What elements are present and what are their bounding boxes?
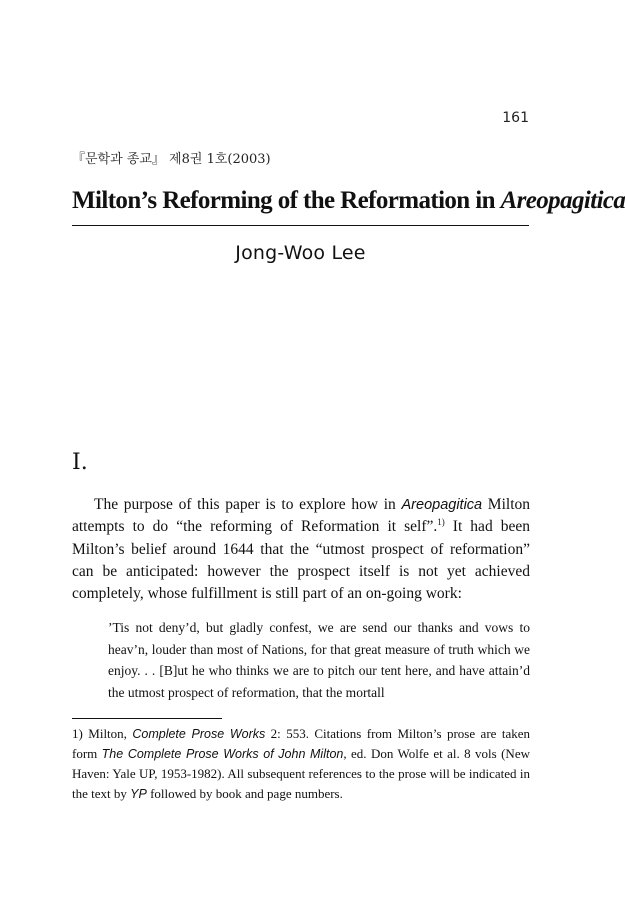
title-rule <box>72 225 529 226</box>
paragraph-text-1: The purpose of this paper is to explore how in <box>94 496 396 513</box>
paragraph-text-2: Milton attempts to do “the reforming of Reformation it self”. <box>72 496 531 536</box>
footnote-text-1: Milton, <box>82 726 133 741</box>
footnote-italic-1: Complete Prose Works <box>132 727 266 741</box>
page-number: 161 <box>502 110 529 126</box>
footnote-text-4: followed by book and page numbers. <box>146 786 343 801</box>
footnote-text-3: , ed. Don Wolfe et al. 8 vols (New Haven: Yale UP, 1953-1982). All subsequent references to the prose will be indicated in the text by <box>72 746 530 801</box>
footnote-reference[interactable]: 1) <box>437 517 445 528</box>
section-heading: I. <box>72 450 88 475</box>
article-title-main: Milton’s Reforming of the Reformation in <box>72 187 495 214</box>
footnote-italic-2: The Complete Prose Works of John Milton <box>101 747 344 761</box>
footnote-rule <box>72 718 222 719</box>
journal-citation: 『문학과 종교』 제8권 1호(2003) <box>72 152 271 167</box>
paragraph-text-3: It had been Milton’s belief around 1644 that the “utmost prospect of reformation” can be anticipated: however the prospect itself is not yet achieved completely, whose fulfillment is still part of an on-going work: <box>72 518 530 603</box>
author-name: Jong-Woo Lee <box>235 242 366 264</box>
paragraph-italic-1: Areopagitica <box>401 497 483 513</box>
footnote-number: 1) <box>72 726 83 741</box>
article-title-italic: Areopagitica <box>500 187 625 214</box>
body-paragraph <box>72 494 530 605</box>
footnote <box>72 724 530 804</box>
footnote-italic-3: YP <box>130 787 147 801</box>
footnote-text-2: 2: 553. Citations from Milton’s prose are taken form <box>72 726 530 761</box>
block-quote: ’Tis not deny’d, but gladly confest, we are send our thanks and vows to heav’n, louder than most of Nations, for that great measure of truth which we enjoy. . . [B]ut he who thinks we are to pitch our tent here, and have attain’d the utmost prospect of reformation, that the mortall <box>108 620 530 700</box>
article-title <box>72 186 625 216</box>
